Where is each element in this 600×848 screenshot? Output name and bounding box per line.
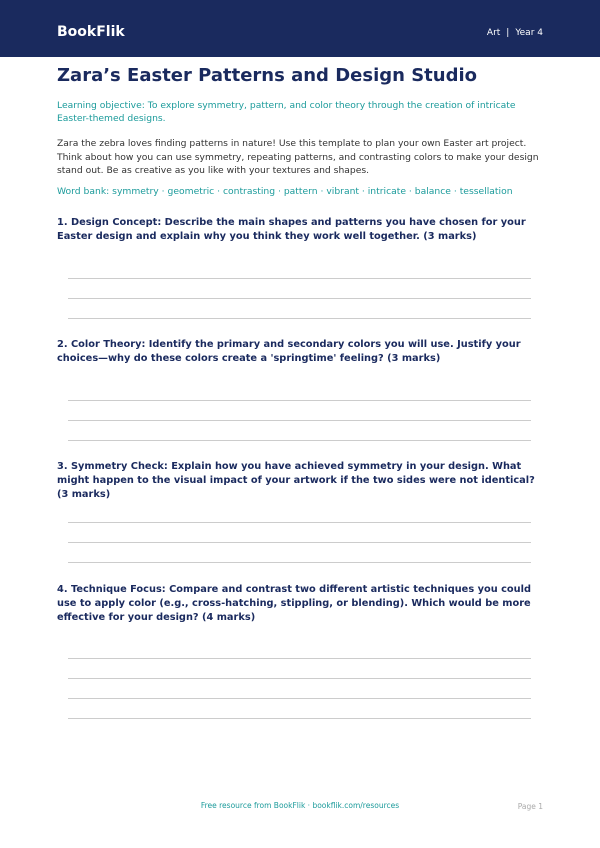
subject-label: Art [486, 28, 501, 38]
learning-objective: Learning objective: To explore symmetry, pattern, and color theory through the creation of intricate Easter-themed designs. [57, 100, 516, 124]
answer-line[interactable] [68, 698, 531, 699]
answer-line[interactable] [68, 658, 531, 659]
worksheet-title: Zara’s Easter Patterns and Design Studio [57, 65, 478, 86]
answer-line[interactable] [68, 278, 531, 279]
answer-line[interactable] [68, 562, 531, 563]
answer-line[interactable] [68, 678, 531, 679]
answer-line[interactable] [68, 522, 531, 523]
header-band [0, 0, 600, 57]
answer-line[interactable] [68, 718, 531, 719]
footer-credit: Free resource from BookFlik · bookflik.com/resources [200, 801, 400, 810]
answer-line[interactable] [68, 440, 531, 441]
answer-line[interactable] [68, 420, 531, 421]
answer-line[interactable] [68, 542, 531, 543]
answer-line[interactable] [68, 400, 531, 401]
answer-line[interactable] [68, 298, 531, 299]
question-3: 3. Symmetry Check: Explain how you have achieved symmetry in your design. What might happen to the visual impact of your artwork if the two sides were not identical? (3 marks) [57, 461, 535, 500]
question-2: 2. Color Theory: Identify the primary and secondary colors you will use. Justify your choices—why do these colors create a 'springtime' feeling? (3 marks) [57, 339, 521, 364]
year-label: Year 4 [515, 28, 543, 38]
subject-year-label [487, 27, 543, 39]
question-4: 4. Technique Focus: Compare and contrast two different artistic techniques you could use to apply color (e.g., cross-hatching, stippling, or blending). Which would be more effective for your design? (4 marks) [57, 584, 531, 623]
question-1: 1. Design Concept: Describe the main shapes and patterns you have chosen for your Easter design and explain why you think they work well together. (3 marks) [57, 217, 526, 242]
meta-separator: | [506, 28, 510, 38]
brand-logo-text: BookFlik [57, 24, 125, 40]
word-bank: Word bank: symmetry · geometric · contrasting · pattern · vibrant · intricate · balance · tessellation [57, 186, 513, 197]
intro-paragraph: Zara the zebra loves finding patterns in nature! Use this template to plan your own Easter art project. Think about how you can use symmetry, repeating patterns, and contrasting colors to make your design stand out. Be as creative as you like with your textures and shapes. [57, 138, 539, 176]
answer-line[interactable] [68, 318, 531, 319]
page-number: Page 1 [517, 802, 543, 811]
